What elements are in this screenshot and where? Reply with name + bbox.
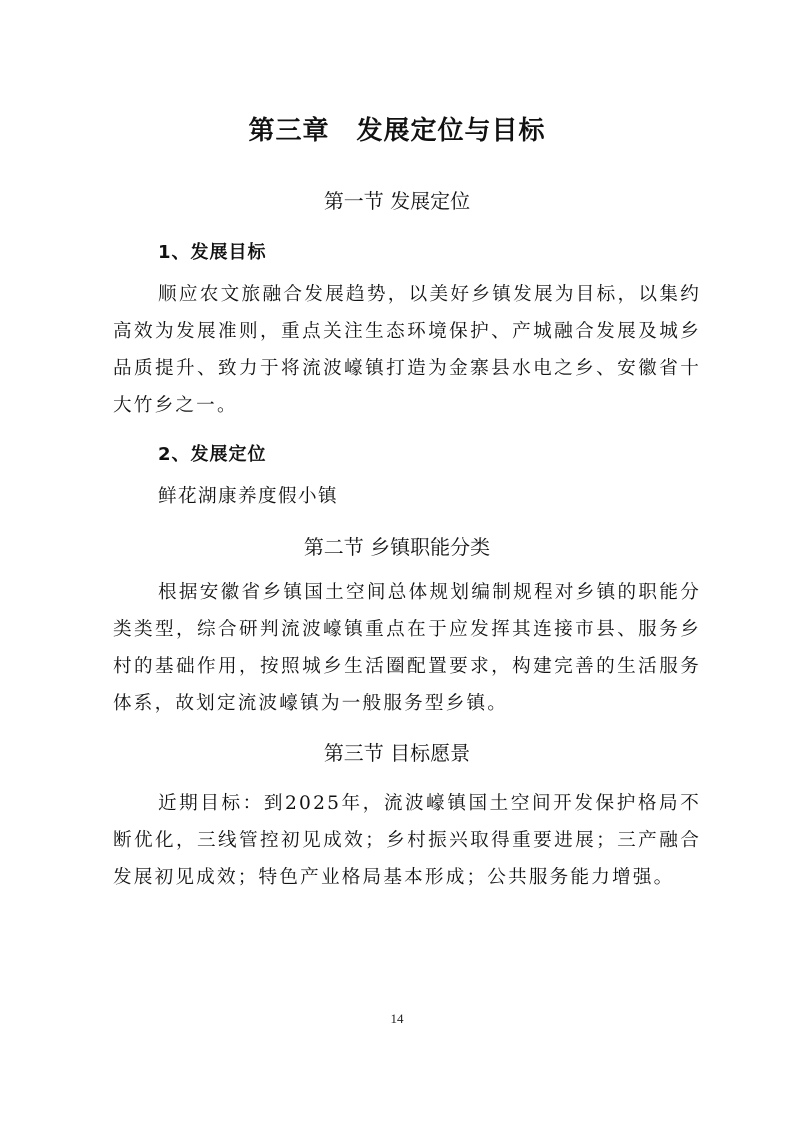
section-title-function-classification: 第二节 乡镇职能分类 — [303, 535, 491, 559]
section-title-target-vision: 第三节 目标愿景 — [323, 741, 471, 765]
paragraph-target-vision: 近期目标：到2025年，流波㠙镇国土空间开发保护格局不断优化，三线管控初见成效；乡村振兴取得重要进展；三产融合发展初见成效；特色产业格局基本形成；公共服务能力增强。 — [113, 793, 701, 888]
paragraph-function-classification: 根据安徽省乡镇国土空间总体规划编制规程对乡镇的职能分类类型，综合研判流波㠙镇重点在于应发挥其连接市县、服务乡村的基础作用，按照城乡生活圈配置要求，构建完善的生活服务体系，故划定流波㠙镇为一般服务型乡镇。 — [113, 582, 701, 714]
paragraph-development-positioning: 鲜花湖康养度假小镇 — [158, 486, 338, 507]
section-title-positioning: 第一节 发展定位 — [323, 189, 471, 213]
subheading-development-goal: 1、发展目标 — [158, 242, 267, 263]
chapter-title: 第三章 发展定位与目标 — [248, 116, 546, 146]
page-number: 14 — [390, 1011, 404, 1026]
paragraph-development-goal: 顺应农文旅融合发展趋势，以美好乡镇发展为目标，以集约高效为发展准则，重点关注生态环境保护、产城融合发展及城乡品质提升、致力于将流波㠙镇打造为金寨县水电之乡、安徽省十大竹乡之一。 — [113, 284, 701, 416]
subheading-development-positioning: 2、发展定位 — [158, 444, 267, 465]
